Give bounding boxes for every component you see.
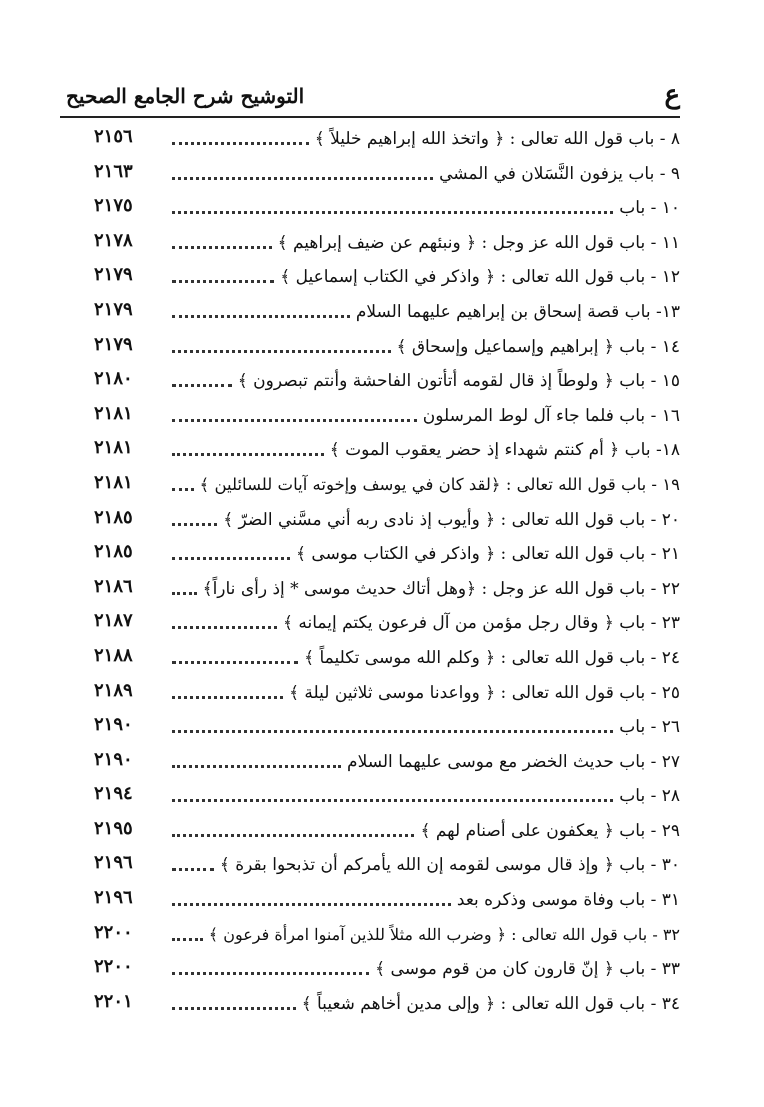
dot-leader (172, 903, 451, 906)
toc-entry-page-number: ٢٢٠٠ (94, 956, 133, 978)
toc-entry-line (172, 470, 680, 498)
toc-entry-title: ١٥ - باب ﴿ ولوطاً إذ قال لقومه أتأتون الفاحشة وأنتم تبصرون ﴾ (237, 371, 680, 392)
toc-entry-page-number: ٢١٨٠ (94, 368, 133, 390)
dot-leader (172, 419, 417, 422)
toc-entry (94, 224, 680, 259)
toc-entry (94, 916, 680, 951)
table-of-contents (94, 120, 680, 1019)
toc-entry-line (172, 159, 680, 187)
toc-entry-page-number: ٢١٨٨ (94, 644, 133, 666)
toc-entry-page-number: ٢١٨٥ (94, 541, 133, 563)
toc-entry-line (172, 678, 680, 706)
toc-entry-title: ١٣- باب قصة إسحاق بن إبراهيم عليهما السلام (355, 301, 680, 322)
toc-entry (94, 674, 680, 709)
toc-entry-title: ٣١ - باب وفاة موسى وذكره بعد (456, 890, 680, 911)
toc-entry-title: ٢٩ - باب ﴿ يعكفون على أصنام لهم ﴾ (420, 820, 680, 841)
toc-entry-line (172, 193, 680, 221)
toc-entry-title: ٣٢ - باب قول الله تعالى : ﴿ وضرب الله مثلاً للذين آمنوا امرأة فرعون ﴾ (208, 924, 680, 944)
toc-entry-title: ١٤ - باب ﴿ إبراهيم وإسماعيل وإسحاق ﴾ (396, 336, 680, 357)
toc-entry (94, 639, 680, 674)
toc-entry-title: ١٦ - باب فلما جاء آل لوط المرسلون (422, 405, 680, 426)
toc-entry (94, 985, 680, 1020)
toc-entry-line (172, 505, 680, 533)
toc-entry (94, 293, 680, 328)
dot-leader (172, 1007, 296, 1010)
dot-leader (172, 246, 272, 249)
toc-entry-line (172, 850, 680, 878)
dot-leader (172, 696, 283, 699)
dot-leader (172, 177, 433, 180)
toc-entry-title: ٣٣ - باب ﴿ إنّ قارون كان من قوم موسى ﴾ (375, 959, 680, 980)
toc-entry-line (172, 332, 680, 360)
toc-entry-page-number: ٢١٩٦ (94, 852, 133, 874)
toc-entry-line (172, 608, 680, 636)
toc-entry-line (172, 366, 680, 394)
toc-entry-page-number: ٢١٩٠ (94, 714, 133, 736)
toc-entry (94, 362, 680, 397)
toc-entry-title: ٢٢ - باب قول الله عز وجل : ﴿وهل أتاك حديث موسى * إذ رأى ناراً﴾ (202, 578, 680, 599)
dot-leader (172, 765, 341, 768)
toc-entry-page-number: ٢١٧٩ (94, 333, 133, 355)
toc-entry-line (172, 297, 680, 325)
toc-entry-line (172, 816, 680, 844)
toc-entry (94, 950, 680, 985)
toc-entry-line (172, 539, 680, 567)
toc-entry-line (172, 989, 680, 1017)
toc-entry (94, 501, 680, 536)
toc-entry-page-number: ٢١٧٩ (94, 264, 133, 286)
toc-entry-title: ١١ - باب قول الله عز وجل : ﴿ ونبئهم عن ضيف إبراهيم ﴾ (277, 232, 680, 253)
dot-leader (172, 315, 350, 318)
toc-entry-title: ١٨- باب ﴿ أم كنتم شهداء إذ حضر يعقوب الموت ﴾ (329, 440, 680, 461)
toc-entry-title: ٢٣ - باب ﴿ وقال رجل مؤمن من آل فرعون يكتم إيمانه ﴾ (283, 613, 680, 634)
toc-entry (94, 881, 680, 916)
toc-entry (94, 777, 680, 812)
toc-entry-line (172, 747, 680, 775)
dot-leader (172, 211, 613, 214)
toc-entry-title: ٢٤ - باب قول الله تعالى : ﴿ وكلم الله موسى تكليماً ﴾ (304, 647, 680, 668)
dot-leader (172, 938, 203, 941)
toc-entry (94, 431, 680, 466)
page-number-mark: ع (664, 80, 680, 110)
toc-entry-title: ١٢ - باب قول الله تعالى : ﴿ واذكر في الكتاب إسماعيل ﴾ (280, 267, 680, 288)
dot-leader (172, 280, 274, 283)
toc-entry-page-number: ٢١٨١ (94, 471, 133, 493)
toc-entry-line (172, 954, 680, 982)
toc-entry (94, 743, 680, 778)
toc-entry-title: ٢٨ - باب (619, 786, 680, 807)
toc-entry-title: ٨ - باب قول الله تعالى : ﴿ واتخذ الله إبراهيم خليلاً ﴾ (314, 129, 680, 149)
toc-entry-line (172, 781, 680, 809)
toc-entry-page-number: ٢١٨٩ (94, 679, 133, 701)
dot-leader (172, 488, 194, 491)
toc-entry-page-number: ٢٢٠١ (94, 990, 133, 1012)
running-book-title: التوشيح شرح الجامع الصحيح (66, 84, 305, 108)
dot-leader (172, 557, 290, 560)
toc-entry (94, 397, 680, 432)
dot-leader (172, 972, 369, 975)
dot-leader (172, 626, 277, 629)
toc-entry-title: ٢٧ - باب حديث الخضر مع موسى عليهما السلام (347, 751, 680, 772)
dot-leader (172, 523, 217, 526)
toc-entry-title: ٢٦ - باب (619, 717, 680, 738)
toc-entry-title: ٩ - باب يزفون النَّسَلان في المشي (439, 163, 680, 184)
toc-entry (94, 812, 680, 847)
dot-leader (172, 730, 613, 733)
toc-entry-line (172, 574, 680, 602)
dot-leader (172, 453, 324, 456)
toc-entry-title: ٣٠ - باب ﴿ وإذ قال موسى لقومه إن الله يأمركم أن تذبحوا بقرة ﴾ (219, 855, 680, 876)
toc-entry-title: ٢٥ - باب قول الله تعالى : ﴿ وواعدنا موسى ثلاثين ليلة ﴾ (289, 682, 680, 703)
page-header (60, 78, 680, 118)
toc-entry-line (172, 885, 680, 913)
toc-entry-line (172, 712, 680, 740)
toc-entry-page-number: ٢١٨٦ (94, 575, 133, 597)
toc-entry (94, 535, 680, 570)
toc-entry-page-number: ٢١٨١ (94, 437, 133, 459)
toc-entry (94, 466, 680, 501)
dot-leader (172, 350, 391, 353)
toc-entry (94, 258, 680, 293)
toc-entry (94, 604, 680, 639)
toc-entry (94, 570, 680, 605)
toc-entry-page-number: ٢١٥٦ (94, 126, 133, 147)
toc-entry-page-number: ٢١٨٥ (94, 506, 133, 528)
toc-entry (94, 846, 680, 881)
toc-entry-title: ٣٤ - باب قول الله تعالى : ﴿ وإلى مدين أخاهم شعيباً ﴾ (301, 993, 680, 1014)
dot-leader (172, 384, 232, 387)
dot-leader (172, 868, 214, 871)
toc-entry-title: ٢٠ - باب قول الله تعالى : ﴿ وأيوب إذ نادى ربه أني مسَّني الضرّ ﴾ (223, 509, 680, 530)
toc-entry-line (172, 401, 680, 429)
toc-entry (94, 328, 680, 363)
toc-entry (94, 155, 680, 190)
toc-entry-line (172, 920, 680, 948)
toc-entry-page-number: ٢١٨٧ (94, 610, 133, 632)
toc-entry (94, 708, 680, 743)
toc-entry-page-number: ٢١٧٥ (94, 195, 133, 217)
toc-entry-page-number: ٢١٧٩ (94, 298, 133, 320)
toc-entry-line (172, 228, 680, 256)
toc-entry-page-number: ٢١٨١ (94, 402, 133, 424)
toc-entry-title: ١٠ - باب (619, 198, 680, 219)
toc-entry-line (172, 643, 680, 671)
toc-entry-page-number: ٢١٧٨ (94, 229, 133, 251)
toc-entry-line (172, 435, 680, 463)
toc-entry-title: ١٩ - باب قول الله تعالى : ﴿لقد كان في يوسف وإخوته آيات للسائلين ﴾ (199, 474, 680, 494)
toc-entry-line (172, 262, 680, 290)
toc-entry-page-number: ٢١٩٤ (94, 783, 133, 805)
toc-entry (94, 120, 680, 155)
toc-entry-page-number: ٢١٩٦ (94, 887, 133, 909)
toc-entry-page-number: ٢١٩٠ (94, 748, 133, 770)
toc-entry-page-number: ٢١٩٥ (94, 817, 133, 839)
toc-entry-page-number: ٢١٦٣ (94, 160, 133, 182)
dot-leader (172, 834, 414, 837)
dot-leader (172, 799, 613, 802)
toc-entry-title: ٢١ - باب قول الله تعالى : ﴿ واذكر في الكتاب موسى ﴾ (296, 544, 680, 565)
toc-entry-page-number: ٢٢٠٠ (94, 921, 133, 943)
toc-entry (94, 189, 680, 224)
toc-entry-line (172, 124, 680, 152)
dot-leader (172, 661, 298, 664)
dot-leader (172, 142, 309, 145)
dot-leader (172, 592, 197, 595)
